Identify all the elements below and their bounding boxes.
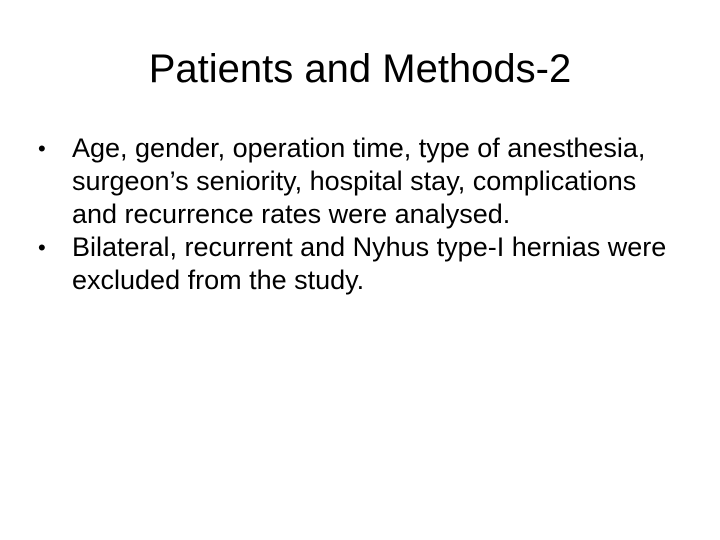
- bullet-text: Bilateral, recurrent and Nyhus type-I hernias were excluded from the study.: [72, 232, 667, 295]
- bullet-item: [36, 132, 676, 231]
- bullet-text: Age, gender, operation time, type of anesthesia, surgeon’s seniority, hospital stay, complications and recurrence rates were analysed.: [72, 133, 646, 229]
- bullet-icon: •: [38, 235, 46, 260]
- bullet-icon: •: [38, 136, 46, 161]
- slide-title: Patients and Methods-2: [148, 47, 572, 91]
- bullet-list: [36, 132, 676, 297]
- bullet-item: [36, 231, 676, 297]
